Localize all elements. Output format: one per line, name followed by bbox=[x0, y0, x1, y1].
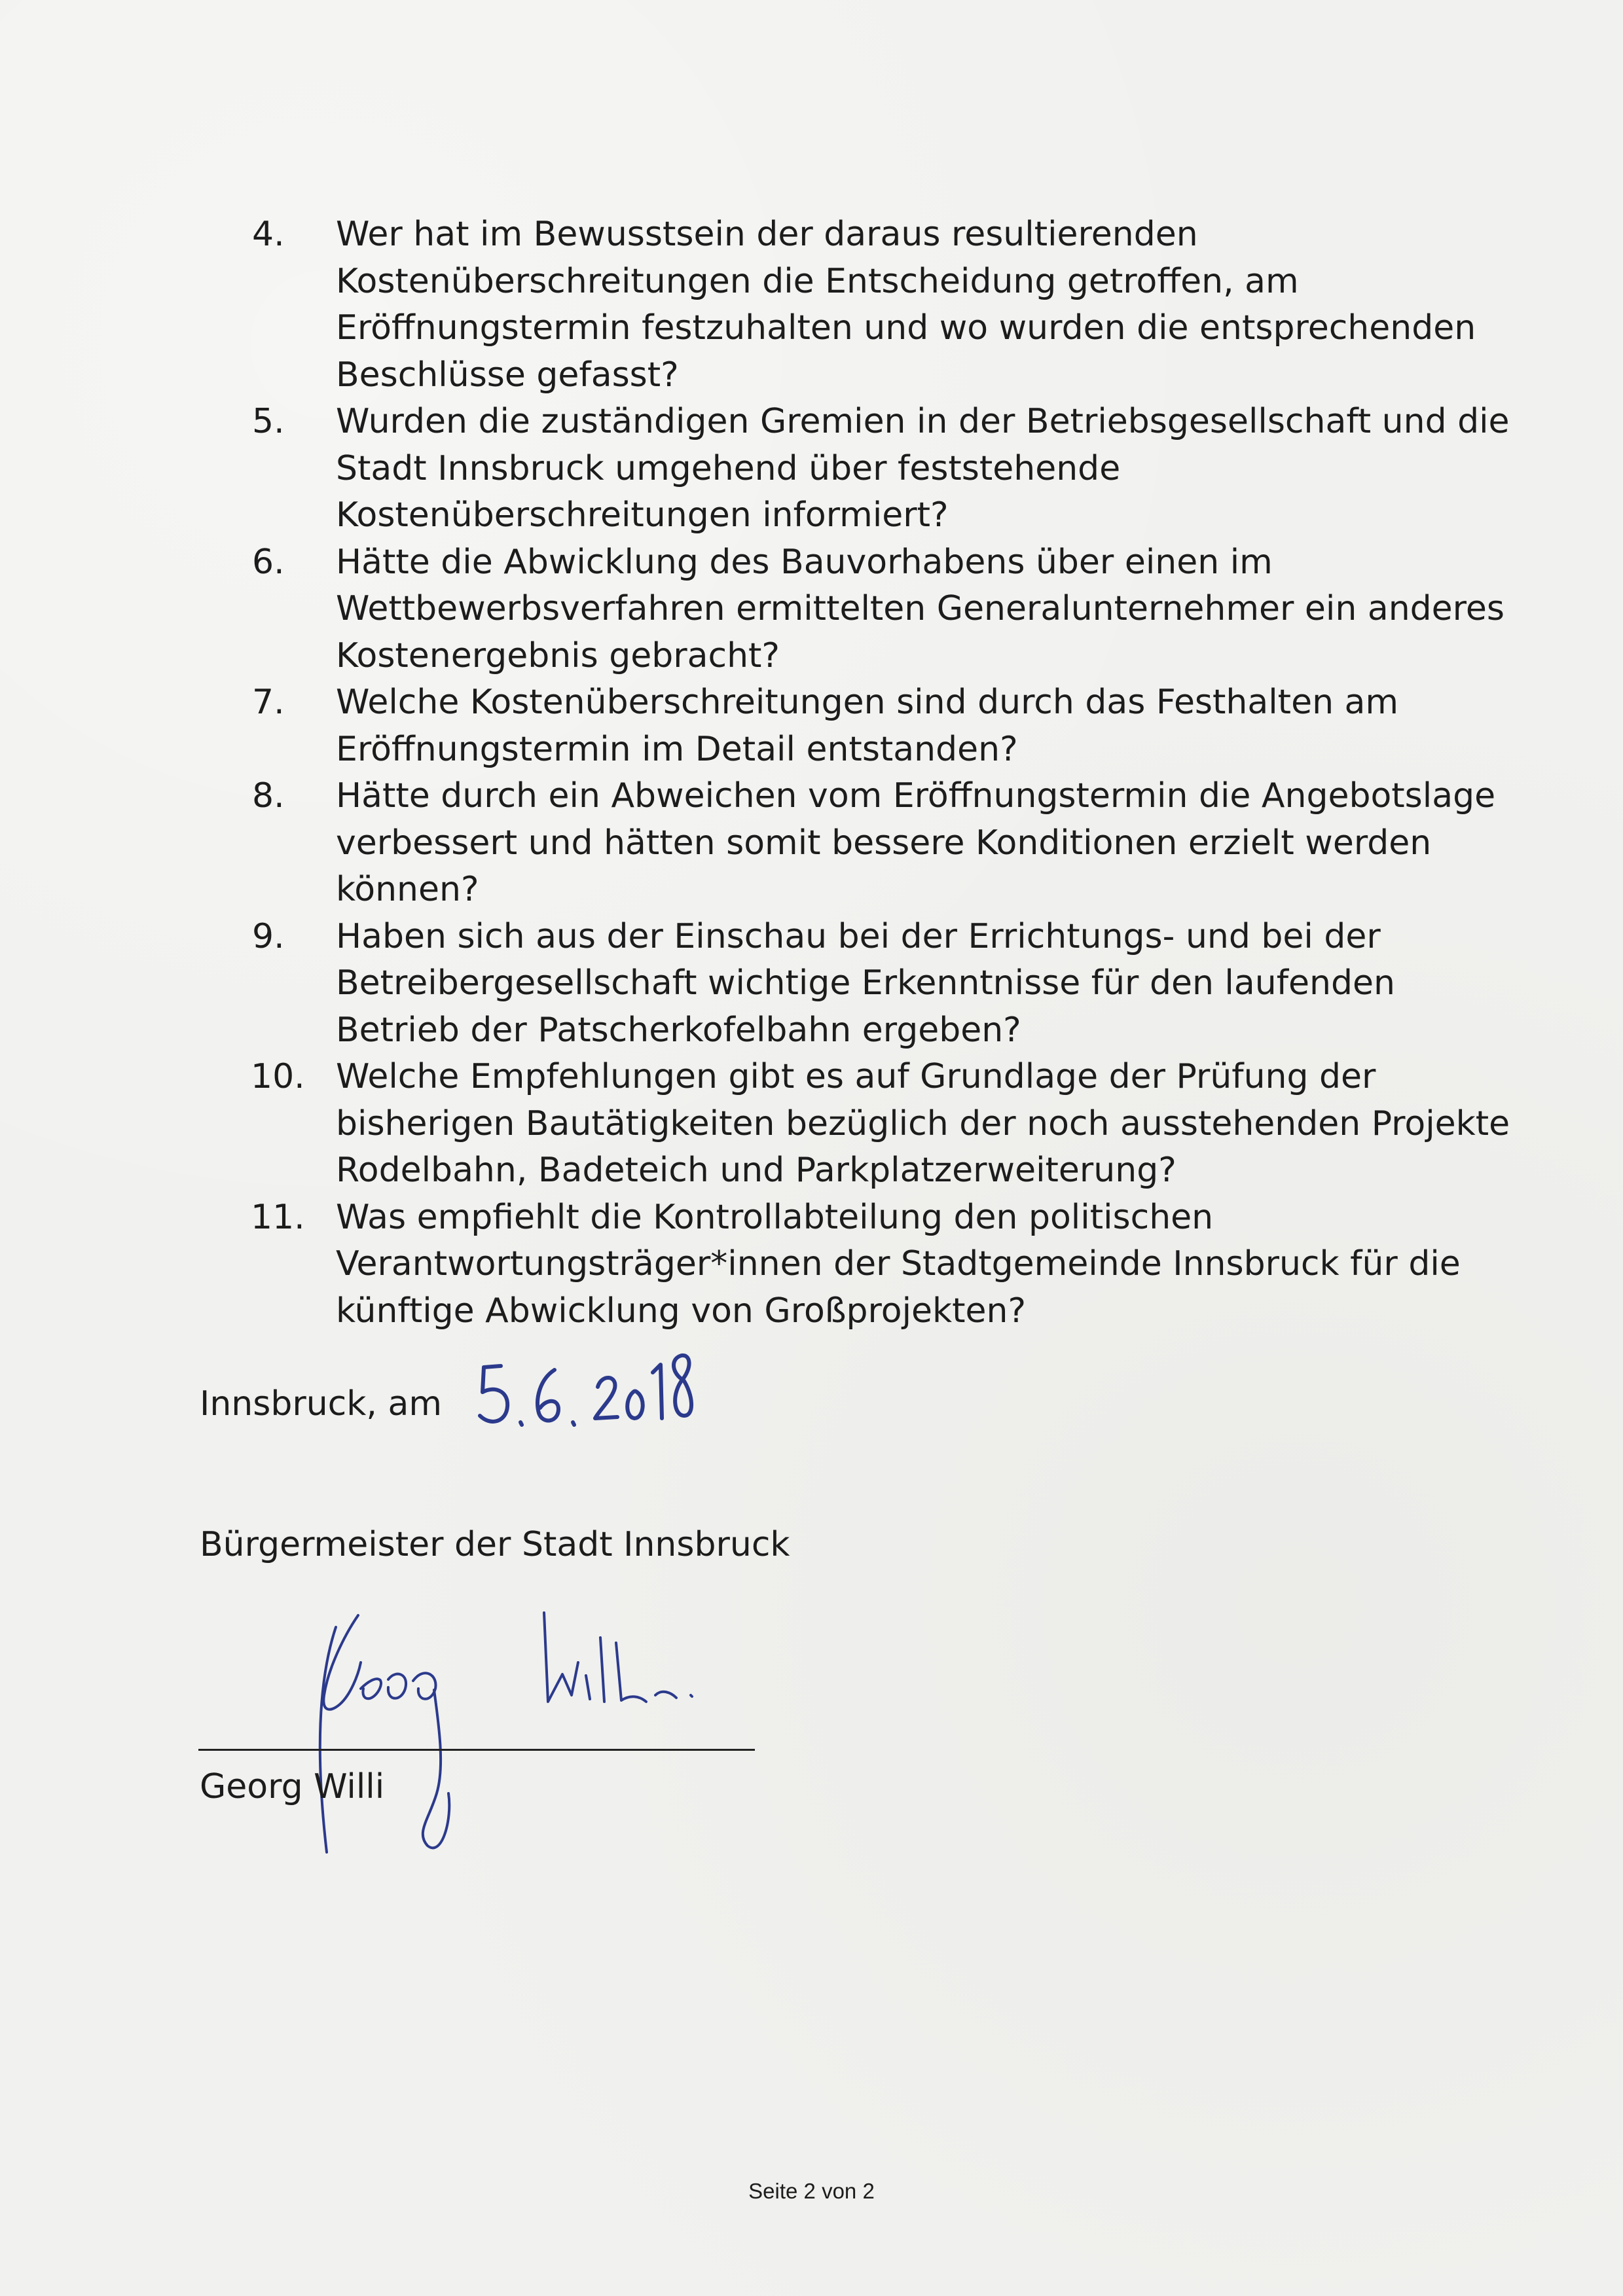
question-list bbox=[252, 211, 1529, 1335]
question-number: 6. bbox=[252, 542, 285, 582]
question-item-7 bbox=[252, 679, 1529, 773]
question-number: 5. bbox=[252, 402, 285, 441]
question-item-8 bbox=[252, 773, 1529, 914]
question-number: 9. bbox=[252, 916, 285, 956]
signature bbox=[298, 1597, 717, 1865]
question-number: 4. bbox=[252, 215, 285, 254]
question-number: 11. bbox=[251, 1197, 305, 1237]
signer-name: Georg Willi bbox=[200, 1767, 385, 1806]
mayor-title: Bürgermeister der Stadt Innsbruck bbox=[200, 1525, 790, 1564]
question-number: 10. bbox=[251, 1057, 305, 1096]
question-text: Welche Empfehlungen gibt es auf Grundlage der Prüfung der bisherigen Bautätigkeiten bezüglich der noch ausstehenden Projekte Rodelbahn, Badeteich und Parkplatzerweiterung? bbox=[336, 1057, 1510, 1190]
question-text: Wurden die zuständigen Gremien in der Betriebsgesellschaft und die Stadt Innsbruck umgehend über feststehende Kostenüberschreitungen informiert? bbox=[336, 402, 1510, 535]
question-text: Was empfiehlt die Kontrollabteilung den politischen Verantwortungsträger*innen der Stadtgemeinde Innsbruck für die künftige Abwicklung von Großprojekten? bbox=[336, 1197, 1461, 1331]
signature-line bbox=[198, 1749, 755, 1751]
question-text: Hätte die Abwicklung des Bauvorhabens über einen im Wettbewerbsverfahren ermittelten Generalunternehmer ein anderes Kostenergebnis gebracht? bbox=[336, 542, 1504, 675]
place-and-date-label: Innsbruck, am bbox=[200, 1384, 442, 1424]
question-text: Wer hat im Bewusstsein der daraus resultierenden Kostenüberschreitungen die Entscheidung getroffen, am Eröffnungstermin festzuhalten und wo wurden die entsprechenden Beschlüsse gefasst? bbox=[336, 215, 1476, 395]
question-item-4 bbox=[252, 211, 1529, 399]
question-item-10 bbox=[252, 1054, 1529, 1194]
question-text: Hätte durch ein Abweichen vom Eröffnungstermin die Angebotslage verbessert und hätten somit bessere Konditionen erzielt werden können? bbox=[336, 776, 1496, 909]
question-text: Welche Kostenüberschreitungen sind durch das Festhalten am Eröffnungstermin im Detail entstanden? bbox=[336, 683, 1399, 769]
question-item-9 bbox=[252, 914, 1529, 1054]
question-item-6 bbox=[252, 539, 1529, 680]
question-item-11 bbox=[252, 1194, 1529, 1335]
question-item-5 bbox=[252, 399, 1529, 539]
question-number: 7. bbox=[252, 683, 285, 722]
handwritten-date bbox=[475, 1345, 697, 1443]
question-number: 8. bbox=[252, 776, 285, 816]
page-number: Seite 2 von 2 bbox=[748, 2179, 875, 2203]
question-text: Haben sich aus der Einschau bei der Errichtungs- und bei der Betreibergesellschaft wichtige Erkenntnisse für den laufenden Betrieb der Patscherkofelbahn ergeben? bbox=[336, 916, 1395, 1050]
